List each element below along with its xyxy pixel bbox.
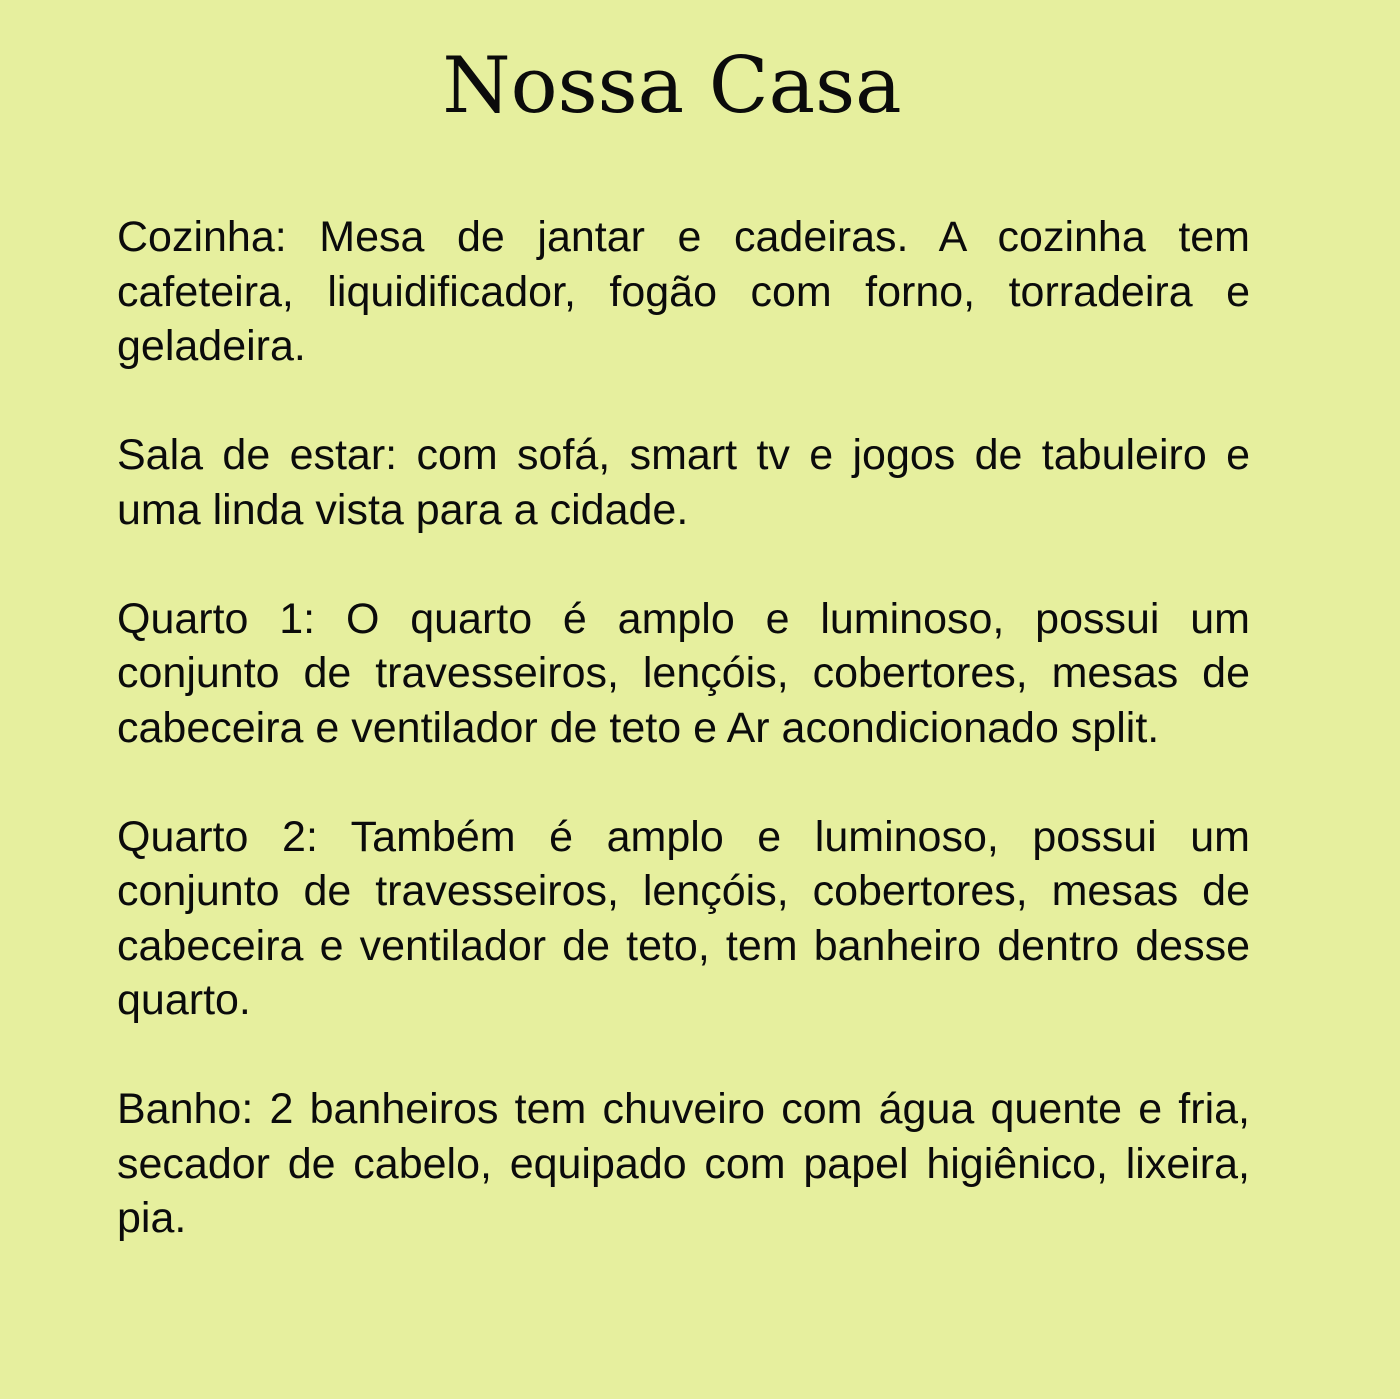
page-title: Nossa Casa xyxy=(442,41,902,131)
paragraph-sala-de-estar: Sala de estar: com sofá, smart tv e jogos de tabuleiro e uma linda vista para a cidade. xyxy=(117,431,1250,534)
room-descriptions xyxy=(117,210,1250,1300)
paragraph-quarto-2: Quarto 2: Também é amplo e luminoso, possui um conjunto de travesseiros, lençóis, cobertores, mesas de cabeceira e ventilador de teto, tem banheiro dentro desse quarto. xyxy=(117,812,1250,1024)
paragraph-cozinha: Cozinha: Mesa de jantar e cadeiras. A cozinha tem cafeteira, liquidificador, fogão com forno, torradeira e geladeira. xyxy=(117,213,1250,370)
paragraph-quarto-1: Quarto 1: O quarto é amplo e luminoso, possui um conjunto de travesseiros, lençóis, cobertores, mesas de cabeceira e ventilador de teto e Ar acondicionado split. xyxy=(117,594,1250,752)
paragraph-banho: Banho: 2 banheiros tem chuveiro com água quente e fria, secador de cabelo, equipado com papel higiênico, lixeira, pia. xyxy=(117,1085,1250,1242)
